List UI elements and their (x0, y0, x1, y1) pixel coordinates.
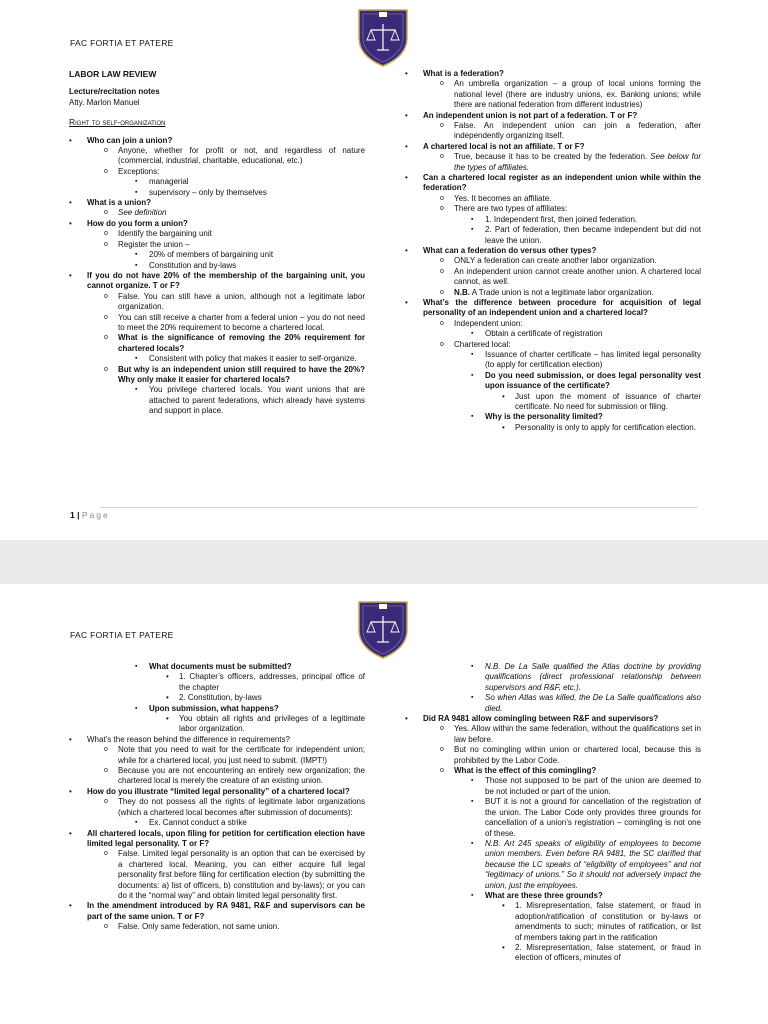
outline-item-text: A Trade union is not a legitimate labor organization. (470, 287, 654, 297)
document-title: LABOR LAW REVIEW (69, 69, 157, 79)
outline-item-text: 1. Misrepresentation, false statement, or fraud in adoption/ratification of constitution or by-laws or amendments to such; minutes of ratification, or list of members taking part in the ratification (515, 901, 701, 942)
outline-item-text: 2. Part of federation, then became independent but did not leave the union. (485, 225, 701, 245)
outline-item-text: Do you need submission, or does legal personality vest upon issuance of the certificate? (485, 370, 701, 391)
outline-item-text: A chartered local is not an affiliate. T or F? (423, 141, 585, 151)
outline-item (69, 693, 365, 703)
header-motto: FAC FORTIA ET PATERE (70, 630, 174, 640)
outline-item-lead: N.B. (454, 287, 470, 297)
outline-item-text: 1. Independent first, then joined federation. (485, 214, 638, 224)
outline-item-text: Those not supposed to be part of the union are deemed to be not included or part of the union. (485, 776, 701, 796)
outline-item (405, 298, 701, 319)
outline-item-text: Can a chartered local register as an independent union while within the federation? (423, 173, 701, 193)
outline-item (405, 111, 701, 121)
outline-item-text: supervisory – only by themselves (149, 187, 267, 197)
outline-item-text: Issuance of charter certificate – has limited legal personality (to apply for certification election) (485, 349, 701, 370)
outline-list (69, 136, 365, 417)
outline-item-text: What is a federation? (423, 69, 504, 78)
header-motto: FAC FORTIA ET PATERE (70, 38, 174, 48)
outline-item-text: False. Only same federation, not same union. (118, 922, 280, 932)
outline-item (69, 333, 365, 354)
outline-item-text: managerial (149, 177, 189, 187)
outline-item (69, 818, 365, 828)
outline-item (405, 288, 701, 298)
outline-item (405, 215, 701, 225)
page1-left-column (69, 69, 365, 417)
outline-item-text: What is the significance of removing the 20% requirement for chartered locals? (118, 333, 365, 353)
outline-item (405, 204, 701, 214)
outline-item-text: What can a federation do versus other types? (423, 245, 597, 255)
outline-item (69, 198, 365, 208)
outline-item-text: 2. Misrepresentation, false statement, or fraud in election of officers, minutes of (515, 942, 701, 963)
outline-item (405, 225, 701, 246)
outline-item-text: You privilege chartered locals. You want unions that are attached to parent federations, which already have systems and support in place. (149, 385, 365, 416)
outline-item (405, 267, 701, 288)
outline-item-text: Yes. Allow within the same federation, without the qualifications set in law before. (454, 724, 701, 744)
outline-list (69, 662, 365, 933)
outline-item-note: See below for the types of affiliates. (454, 152, 702, 172)
outline-item-text: Exceptions: (118, 166, 160, 176)
footer-divider (100, 507, 698, 508)
outline-item (405, 350, 701, 371)
outline-list (405, 662, 701, 964)
outline-item-text: They do not possess all the rights of legitimate labor organizations (which a chartered local becomes after submission of documents): (118, 797, 365, 817)
outline-item-text: So when Atlas was killed, the De La Salle qualifications also died. (485, 693, 701, 713)
outline-item (405, 329, 701, 339)
outline-item-text: Just upon the moment of issuance of charter certificate. No need for submission or filing. (515, 391, 701, 411)
outline-item (69, 240, 365, 250)
outline-item-text: False. An independent union can join a federation, after independently organizing itself. (454, 121, 701, 141)
outline-item (405, 69, 701, 79)
outline-item-text: 20% of members of bargaining unit (149, 250, 274, 260)
outline-item (405, 340, 701, 350)
outline-item (69, 829, 365, 850)
page-footer (70, 510, 110, 520)
outline-item-text: 2. Constitution, by-laws (179, 693, 262, 703)
outline-item (69, 901, 365, 922)
outline-item (69, 261, 365, 271)
outline-item (405, 745, 701, 766)
outline-item-text: False. You can still have a union, although not a legitimate labor organization. (118, 291, 365, 312)
document-page-2 (0, 584, 768, 1024)
outline-item (405, 662, 701, 693)
section-heading: Right to self-organization (69, 117, 166, 128)
outline-item (405, 423, 701, 433)
outline-item (69, 167, 365, 177)
outline-item (405, 142, 701, 152)
outline-item (69, 385, 365, 416)
outline-item (69, 714, 365, 735)
outline-item-text: What is a union? (87, 198, 151, 208)
outline-item (405, 412, 701, 422)
outline-item-text: Chartered local: (454, 339, 511, 349)
outline-item (405, 797, 701, 839)
outline-item-text: Ex. Cannot conduct a strike (149, 818, 247, 828)
outline-item-text: False. Limited legal personality is an option that can be exercised by a chartered local. Meaning, you can either acquire full legal personality first before filing for certification election (by submitting the documents: a) list of officers, b) constitution and by-laws); or you can do it the “normal way” and obtain limited legal personality first. (118, 849, 365, 900)
outline-item (69, 672, 365, 693)
outline-item (69, 849, 365, 901)
outline-item-text: What documents must be submitted? (149, 662, 292, 671)
outline-item (69, 313, 365, 334)
outline-item-text: Obtain a certificate of registration (485, 329, 603, 339)
outline-item-text: See definition (118, 208, 167, 218)
outline-item (69, 219, 365, 229)
outline-item-text: Who can join a union? (87, 135, 173, 145)
outline-item-text: N.B. De La Salle qualified the Atlas doctrine by providing qualifications (direct professional relationship between supervisors and R&F, etc.). (485, 662, 701, 692)
outline-item (405, 246, 701, 256)
outline-item (405, 371, 701, 392)
outline-item (405, 152, 701, 173)
university-seal-icon (357, 4, 409, 68)
outline-item-text: N.B. Art 245 speaks of eligibility of employees to become union members. Even before RA 9481, the SC clarified that because the LC speaks of “eligibility of employees” and not “legitimacy of unions.” So it should not adversely impact the union, just the employees. (485, 838, 701, 890)
footer-separator: | (77, 510, 80, 520)
outline-item-text: An independent union is not part of a federation. T or F? (423, 110, 638, 120)
outline-item (405, 724, 701, 745)
page2-right-column (405, 662, 701, 964)
outline-item-text: Constitution and by-laws (149, 260, 237, 270)
outline-item-text: But why is an independent union still required to have the 20%? Why only make it easier for chartered locals? (118, 364, 365, 384)
outline-item-text: Register the union – (118, 239, 190, 249)
outline-item (69, 797, 365, 818)
outline-item-text: What’s the difference between procedure for acquisition of legal personality of an independent union and a chartered local? (423, 297, 701, 318)
outline-item-text: True, because it has to be created by the federation. (454, 152, 648, 162)
university-seal-icon (357, 596, 409, 660)
outline-item (69, 354, 365, 364)
outline-item-text: Personality is only to apply for certification election. (515, 422, 696, 432)
outline-item-text: What are these three grounds? (485, 890, 603, 900)
outline-item-text: If you do not have 20% of the membership of the bargaining unit, you cannot organize. T or F? (87, 270, 365, 291)
outline-item (69, 292, 365, 313)
outline-item (69, 922, 365, 932)
outline-item (405, 714, 701, 724)
outline-item (69, 146, 365, 167)
document-subtitle: Lecture/recitation notes (69, 87, 160, 97)
outline-item-text: How do you form a union? (87, 218, 188, 228)
outline-item-text: What’s the reason behind the difference in requirements? (87, 734, 290, 744)
outline-item (69, 136, 365, 146)
outline-item-text: ONLY a federation can create another labor organization. (454, 256, 657, 266)
outline-item-text: Because you are not encountering an entirely new organization; the chartered local is merely the creature of an existing union. (118, 766, 365, 786)
outline-item (405, 891, 701, 901)
outline-item-text: In the amendment introduced by RA 9481, R&F and supervisors can be part of the same union. T or F? (87, 901, 365, 921)
footer-page-word: Page (81, 510, 110, 520)
author-line: Atty. Marlon Manuel (69, 97, 140, 107)
outline-item (69, 229, 365, 239)
outline-list (405, 69, 701, 433)
outline-item (405, 776, 701, 797)
outline-item (405, 121, 701, 142)
outline-item-text: Consistent with policy that makes it easier to self-organize. (149, 354, 357, 364)
outline-item-text: You obtain all rights and privileges of a legitimate labor organization. (179, 714, 365, 734)
outline-item (405, 766, 701, 776)
outline-item-text: Identify the bargaining unit (118, 229, 212, 239)
outline-item-text: You can still receive a charter from a federal union – you do not need to meet the 20% requirement to become a chartered local. (118, 312, 365, 332)
outline-item-text: An umbrella organization – a group of local unions forming the national level (there are industry unions, ex. Banking unions; while there are national federation from different industries) (454, 79, 701, 110)
outline-item-text: Note that you need to wait for the certificate for independent union; while for a chartered local, you just need to submit. (IMPT!) (118, 745, 365, 765)
outline-item-text: BUT it is not a ground for cancellation of the registration of the union. The Labor Code only provides three grounds for cancellation of a union’s registration – comingling is not one of these. (485, 797, 701, 838)
outline-item (405, 901, 701, 943)
outline-item (69, 662, 365, 672)
outline-item (405, 79, 701, 110)
outline-item-text: There are two types of affiliates: (454, 204, 568, 214)
outline-item-text: An independent union cannot create another union. A chartered local cannot, as well. (454, 266, 701, 287)
outline-item (405, 392, 701, 413)
outline-item (405, 693, 701, 714)
outline-item-text: Independent union: (454, 318, 523, 328)
outline-item-text: But no comingling within union or chartered local, because this is prohibited by the Labor Code. (454, 745, 701, 765)
outline-item-text: Why is the personality limited? (485, 412, 603, 422)
outline-item (69, 766, 365, 787)
outline-item (69, 704, 365, 714)
outline-item (69, 735, 365, 745)
outline-item (405, 839, 701, 891)
outline-item (69, 250, 365, 260)
outline-item (405, 194, 701, 204)
page1-right-column (405, 69, 701, 433)
outline-item (69, 208, 365, 218)
outline-item-text: Anyone, whether for profit or not, and regardless of nature (commercial, industrial, charitable, educational, etc.) (118, 146, 365, 166)
outline-item-text: Did RA 9481 allow comingling between R&F and supervisors? (423, 714, 659, 724)
page-number: 1 (70, 510, 75, 520)
page2-left-column (69, 662, 365, 933)
outline-item (405, 943, 701, 964)
outline-item-text: All chartered locals, upon filing for petition for certification election have limited legal personality. T or F? (87, 828, 365, 848)
outline-item (69, 188, 365, 198)
outline-item (405, 319, 701, 329)
outline-item-text: What is the effect of this comingling? (454, 766, 597, 776)
outline-item-text: Yes. It becomes an affiliate. (454, 193, 552, 203)
outline-item-text: Upon submission, what happens? (149, 703, 279, 713)
outline-item (405, 173, 701, 194)
outline-item-text: 1. Chapter’s officers, addresses, principal office of the chapter (179, 672, 365, 692)
outline-item (69, 787, 365, 797)
outline-item (69, 177, 365, 187)
outline-item-text: How do you illustrate “limited legal personality” of a chartered local? (87, 786, 350, 796)
outline-item (69, 365, 365, 386)
outline-item (405, 256, 701, 266)
outline-item (69, 745, 365, 766)
outline-item (69, 271, 365, 292)
